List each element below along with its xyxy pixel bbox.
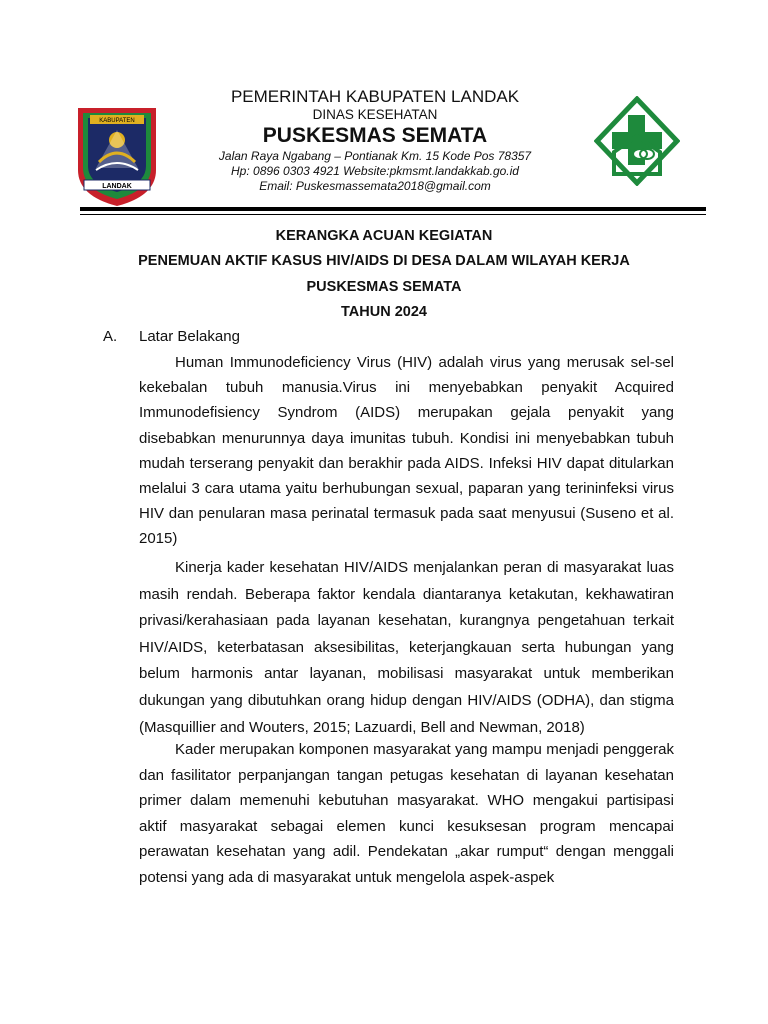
paragraph-3: Kader merupakan komponen masyarakat yang mampu menjadi penggerak dan fasilitator perpanjangan tangan petugas kesehatan di layanan kesehatan primer dalam memenuhi kebutuhan masyarakat. WHO mengakui partisipasi aktif masyarakat sebagai elemen kunci kesuksesan program mencapai perawatan kesehatan yang adil. Pendekatan „akar rumput“ dengan menggali potensi yang ada di masyarakat untuk mengelola aspek-aspek (139, 741, 674, 886)
email-line: Email: Puskesmassemata2018@gmail.com (259, 179, 491, 193)
section-letter: A. (103, 328, 118, 345)
address-line: Jalan Raya Ngabang – Pontianak Km. 15 Kode Pos 78357 (218, 149, 532, 163)
document-year: TAHUN 2024 (341, 304, 427, 320)
kabupaten-landak-logo (74, 104, 160, 208)
paragraph-2: Kinerja kader kesehatan HIV/AIDS menjalankan peran di masyarakat luas masih rendah. Beberapa faktor kendala diantaranya ketakutan, kekhawatiran privasi/kerahasiaan pada layanan kesehatan, kurangnya pengetahuan terkait HIV/AIDS, keterbatasan aksesibilitas, keterjangkauan serta hubungan yang belum harmonis antar layanan, mobilisasi masyarakat untuk memberikan dukungan yang dibutuhkan orang hidup dengan HIV/AIDS (ODHA), dan stigma (Masquillier and Wouters, 2015; Lazuardi, Bell and Newman, 2018) (139, 559, 674, 736)
section-title: Latar Belakang (139, 328, 240, 345)
letterhead-divider-thin (80, 214, 706, 215)
institution-name: PUSKESMAS SEMATA (262, 124, 488, 147)
document-subtitle-2: PUSKESMAS SEMATA (306, 279, 462, 295)
svg-text:KABUPATEN: KABUPATEN (99, 118, 135, 124)
document-subtitle: PENEMUAN AKTIF KASUS HIV/AIDS DI DESA DALAM WILAYAH KERJA (138, 253, 630, 269)
letterhead-divider-thick (80, 207, 706, 211)
government-name: PEMERINTAH KABUPATEN LANDAK (230, 87, 520, 106)
letterhead (160, 86, 590, 194)
svg-text:LANDAK: LANDAK (102, 183, 132, 190)
document-title: KERANGKA ACUAN KEGIATAN (275, 228, 493, 244)
contact-line: Hp: 0896 0303 4921 Website:pkmsmt.landakkab.go.id (231, 164, 519, 178)
department-name: DINAS KESEHATAN (312, 107, 438, 122)
paragraph-1: Human Immunodeficiency Virus (HIV) adalah virus yang merusak sel-sel kekebalan tubuh manusia.Virus ini menyebabkan penyakit Acquired Immunodefisiency Syndrom (AIDS) merupakan gejala penyakit yang disebabkan menurunnya daya imunitas tubuh. Kondisi ini menyebabkan tubuh mudah terserang penyakit dan berakhir pada AIDS. Infeksi HIV dapat ditularkan melalui 3 cara utama yaitu berhubungan sexual, paparan yang terininfeksi virus HIV dan penularan masa perinatal termasuk pada saat menyusui (Suseno et al. 2015) (139, 354, 674, 548)
puskesmas-logo (594, 96, 680, 186)
